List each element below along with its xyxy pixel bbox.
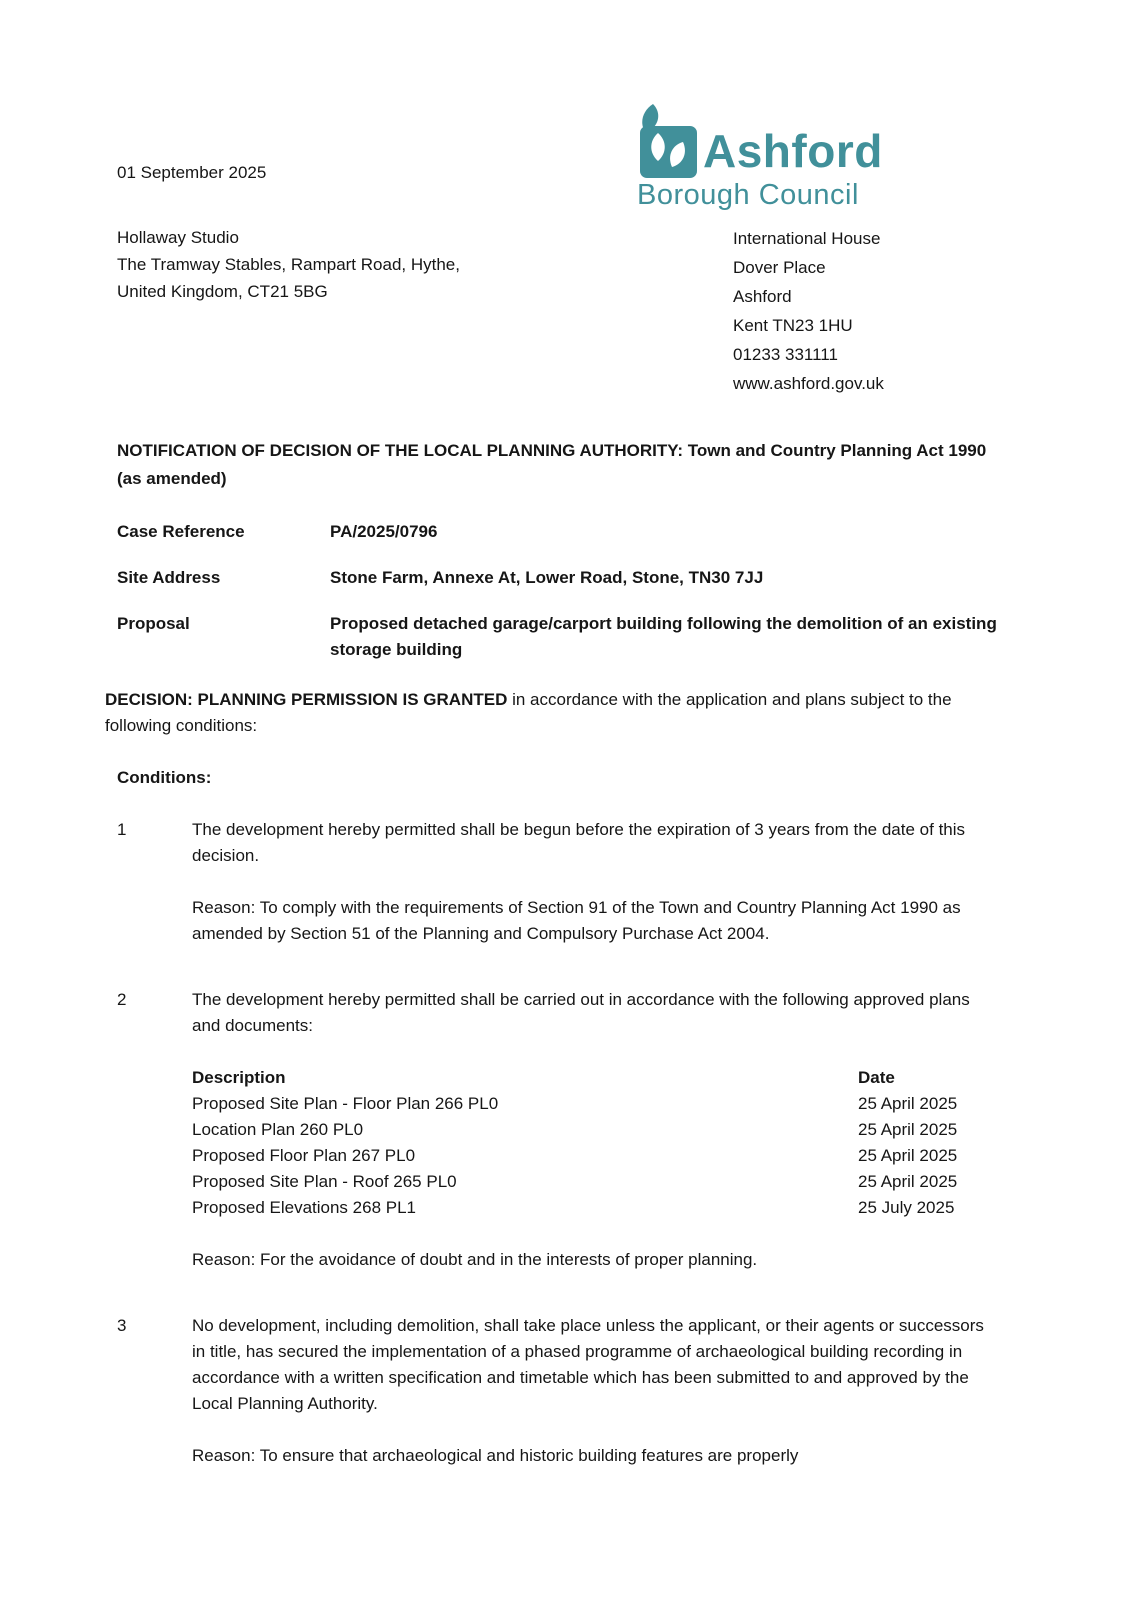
plan-description: Location Plan 260 PL0 (192, 1120, 364, 1139)
conditions-heading: Conditions: (117, 768, 212, 787)
recipient-line: Hollaway Studio (117, 228, 239, 247)
table-row (192, 1143, 992, 1169)
plans-header-date: Date (858, 1068, 895, 1087)
recipient-address (117, 224, 460, 305)
council-subtitle: Borough Council (637, 179, 859, 211)
plan-description: Proposed Site Plan - Roof 265 PL0 (192, 1172, 457, 1191)
field-label: Site Address (117, 568, 221, 587)
field-label: Case Reference (117, 522, 245, 541)
condition-number: 3 (117, 1316, 127, 1335)
plans-header-description: Description (192, 1068, 286, 1087)
field-value: PA/2025/0796 (330, 522, 438, 541)
plan-date: 25 April 2025 (858, 1172, 958, 1191)
decision-statement-rest: in accordance with the application and plans subject to the following conditions: (105, 690, 952, 735)
table-row (192, 1091, 992, 1117)
council-logo (637, 102, 887, 212)
condition-text: The development hereby permitted shall be carried out in accordance with the following approved plans and documents: (192, 990, 970, 1035)
notice-title: NOTIFICATION OF DECISION OF THE LOCAL PLANNING AUTHORITY: Town and Country Planning Act 1990 (as amended) (117, 441, 987, 488)
table-row (192, 1169, 992, 1195)
council-website: www.ashford.gov.uk (733, 374, 884, 393)
recipient-line: United Kingdom, CT21 5BG (117, 282, 328, 301)
notice-body (105, 437, 1017, 1469)
approved-plans-table (192, 1065, 992, 1221)
condition-number: 1 (117, 820, 127, 839)
leaf-emblem-icon (637, 102, 701, 180)
condition-number: 2 (117, 990, 127, 1009)
plan-date: 25 July 2025 (858, 1198, 955, 1217)
field-value: Proposed detached garage/carport building following the demolition of an existing storage building (330, 614, 997, 659)
field-value: Stone Farm, Annexe At, Lower Road, Stone, TN30 7JJ (330, 568, 764, 587)
decision-outcome: DECISION: PLANNING PERMISSION IS GRANTED (105, 690, 508, 709)
field-case-reference (117, 519, 1017, 545)
table-row (192, 1117, 992, 1143)
field-label: Proposal (117, 614, 190, 633)
condition-text: The development hereby permitted shall be begun before the expiration of 3 years from the date of this decision. (192, 820, 966, 865)
condition-item-3 (117, 1313, 1017, 1469)
council-address-line: International House (733, 229, 881, 248)
condition-text: No development, including demolition, shall take place unless the applicant, or their agents or successors in title, has secured the implementation of a phased programme of archaeological building recording in accordance with a written specification and timetable which has been submitted to and approved by the Local Planning Authority. (192, 1316, 984, 1413)
table-row (192, 1195, 992, 1221)
condition-reason: Reason: To comply with the requirements of Section 91 of the Town and Country Planning Act 1990 as amended by Section 51 of the Planning and Compulsory Purchase Act 2004. (192, 898, 961, 943)
case-summary (117, 519, 1017, 663)
plan-description: Proposed Site Plan - Floor Plan 266 PL0 (192, 1094, 499, 1113)
decision-statement (105, 687, 1017, 739)
council-address-line: Kent TN23 1HU (733, 316, 853, 335)
plan-date: 25 April 2025 (858, 1094, 958, 1113)
field-site-address (117, 565, 1017, 591)
condition-reason: Reason: To ensure that archaeological and historic building features are properly (192, 1446, 799, 1465)
letter-date: 01 September 2025 (117, 163, 267, 182)
field-proposal (117, 611, 1017, 663)
plan-description: Proposed Floor Plan 267 PL0 (192, 1146, 416, 1165)
condition-item-2 (117, 987, 1017, 1273)
council-address (733, 224, 884, 398)
recipient-line: The Tramway Stables, Rampart Road, Hythe, (117, 255, 460, 274)
plan-description: Proposed Elevations 268 PL1 (192, 1198, 416, 1217)
plan-date: 25 April 2025 (858, 1146, 958, 1165)
condition-item-1 (117, 817, 1017, 947)
council-name: Ashford (703, 125, 883, 177)
council-phone: 01233 331111 (733, 345, 838, 364)
plan-date: 25 April 2025 (858, 1120, 958, 1139)
plans-table-header (192, 1065, 992, 1091)
council-address-line: Dover Place (733, 258, 826, 277)
council-address-line: Ashford (733, 287, 792, 306)
condition-reason: Reason: For the avoidance of doubt and in the interests of proper planning. (192, 1250, 758, 1269)
